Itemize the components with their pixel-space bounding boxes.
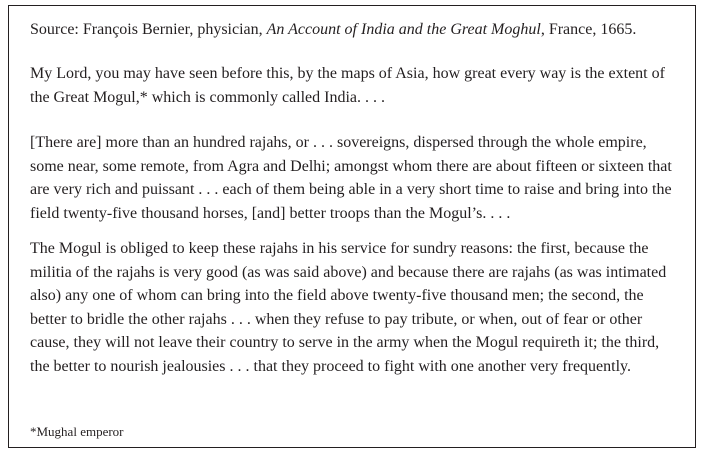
paragraph-1: My Lord, you may have seen before this, by the maps of Asia, how great every way is the extent of the Great Mogul,* which is commonly called India. . . . xyxy=(30,65,665,106)
paragraph-3: The Mogul is obliged to keep these rajahs in his service for sundry reasons: the first, because the militia of the rajahs is very good (as was said above) and because there are rajahs (as was intimated also) any one of whom can bring into the field above twenty-five thousand men; the second, the better to bridle the other rajahs . . . when they refuse to pay tribute, or when, out of fear or other cause, they will not leave their country to serve in the army when the Mogul requireth it; the third, the better to nourish jealousies . . . that they proceed to fight with one another very frequently. xyxy=(30,240,667,375)
footnote: *Mughal emperor xyxy=(30,424,124,439)
source-citation xyxy=(30,19,636,41)
source-title: An Account of India and the Great Moghul xyxy=(266,21,541,38)
paragraph-2: [There are] more than an hundred rajahs, or . . . sovereigns, dispersed through the whole empire, some near, some remote, from Agra and Delhi; amongst whom there are about fifteen or sixteen that are very rich and puissant . . . each of them being able in a very short time to raise and bring into the field twenty-five thousand horses, [and] better troops than the Mogul’s. . . . xyxy=(30,134,672,222)
source-prefix: Source: François Bernier, physician, xyxy=(30,21,267,38)
source-suffix: , France, 1665. xyxy=(540,21,637,38)
